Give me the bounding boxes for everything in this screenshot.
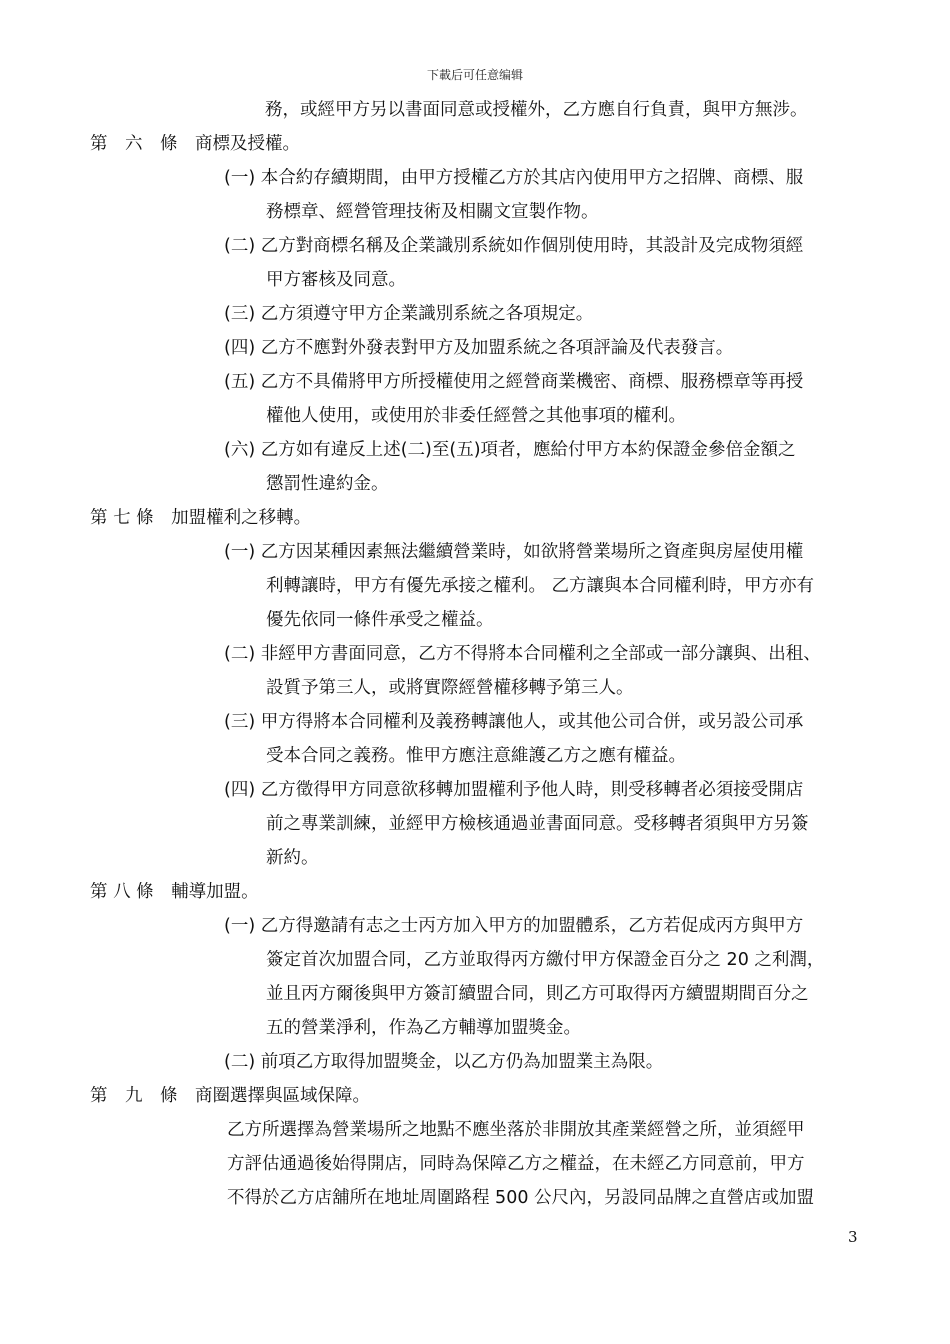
clause-line: (二) 前項乙方取得加盟獎金，以乙方仍為加盟業主為限。 — [224, 1052, 664, 1072]
article-heading: 第 七 條 加盟權利之移轉。 — [90, 508, 312, 528]
text-line: 設質予第三人，或將實際經營權移轉予第三人。 — [266, 678, 634, 698]
text-line: 不得於乙方店舖所在地址周圍路程 500 公尺內，另設同品牌之直營店或加盟 — [227, 1188, 815, 1208]
text-line: 務，或經甲方另以書面同意或授權外，乙方應自行負責，與甲方無涉。 — [265, 100, 808, 120]
clause-line: (五) 乙方不具備將甲方所授權使用之經營商業機密、商標、服務標章等再授 — [224, 372, 804, 392]
page-header: 下載后可任意编辑 — [426, 68, 523, 82]
article-heading: 第 九 條 商圈選擇與區域保障。 — [90, 1086, 370, 1106]
clause-line: (六) 乙方如有違反上述(二)至(五)項者，應給付甲方本約保證金參倍金額之 — [224, 440, 796, 460]
text-line: 並且丙方爾後與甲方簽訂續盟合同，則乙方可取得丙方續盟期間百分之 — [266, 984, 809, 1004]
text-line: 權他人使用，或使用於非委任經營之其他事項的權利。 — [266, 406, 686, 426]
clause-line: (四) 乙方徵得甲方同意欲移轉加盟權利予他人時，則受移轉者必須接受開店 — [224, 780, 804, 800]
clause-line: (一) 本合約存續期間，由甲方授權乙方於其店內使用甲方之招牌、商標、服 — [224, 168, 804, 188]
clause-line: (一) 乙方得邀請有志之士丙方加入甲方的加盟體系，乙方若促成丙方與甲方 — [224, 916, 804, 936]
text-line: 利轉讓時，甲方有優先承接之權利。 乙方讓與本合同權利時，甲方亦有 — [266, 576, 815, 596]
text-line: 甲方審核及同意。 — [266, 270, 406, 290]
article-heading: 第 八 條 輔導加盟。 — [90, 882, 259, 902]
text-line: 新約。 — [266, 848, 319, 868]
text-line: 懲罰性違約金。 — [266, 474, 389, 494]
text-line: 務標章、經營管理技術及相關文宣製作物。 — [266, 202, 599, 222]
text-line: 優先依同一條件承受之權益。 — [266, 610, 494, 630]
clause-line: (一) 乙方因某種因素無法繼續營業時，如欲將營業場所之資產與房屋使用權 — [224, 542, 804, 562]
clause-line: (四) 乙方不應對外發表對甲方及加盟系統之各項評論及代表發言。 — [224, 338, 734, 358]
page-number: 3 — [848, 1228, 858, 1246]
clause-line: (三) 乙方須遵守甲方企業識別系統之各項規定。 — [224, 304, 594, 324]
text-line: 前之專業訓練，並經甲方檢核通過並書面同意。受移轉者須與甲方另簽 — [266, 814, 809, 834]
clause-line: (二) 乙方對商標名稱及企業識別系統如作個別使用時，其設計及完成物須經 — [224, 236, 804, 256]
clause-line: (二) 非經甲方書面同意，乙方不得將本合同權利之全部或一部分讓與、出租、 — [224, 644, 821, 664]
text-line: 簽定首次加盟合同，乙方並取得丙方繳付甲方保證金百分之 20 之利潤， — [266, 950, 825, 970]
text-line: 受本合同之義務。惟甲方應注意維護乙方之應有權益。 — [266, 746, 686, 766]
text-line: 乙方所選擇為營業場所之地點不應坐落於非開放其產業經營之所，並須經甲 — [227, 1120, 805, 1140]
text-line: 方評估通過後始得開店，同時為保障乙方之權益，在未經乙方同意前，甲方 — [227, 1154, 805, 1174]
article-heading: 第 六 條 商標及授權。 — [90, 134, 300, 154]
text-line: 五的營業淨利，作為乙方輔導加盟獎金。 — [266, 1018, 581, 1038]
clause-line: (三) 甲方得將本合同權利及義務轉讓他人，或其他公司合併，或另設公司承 — [224, 712, 804, 732]
